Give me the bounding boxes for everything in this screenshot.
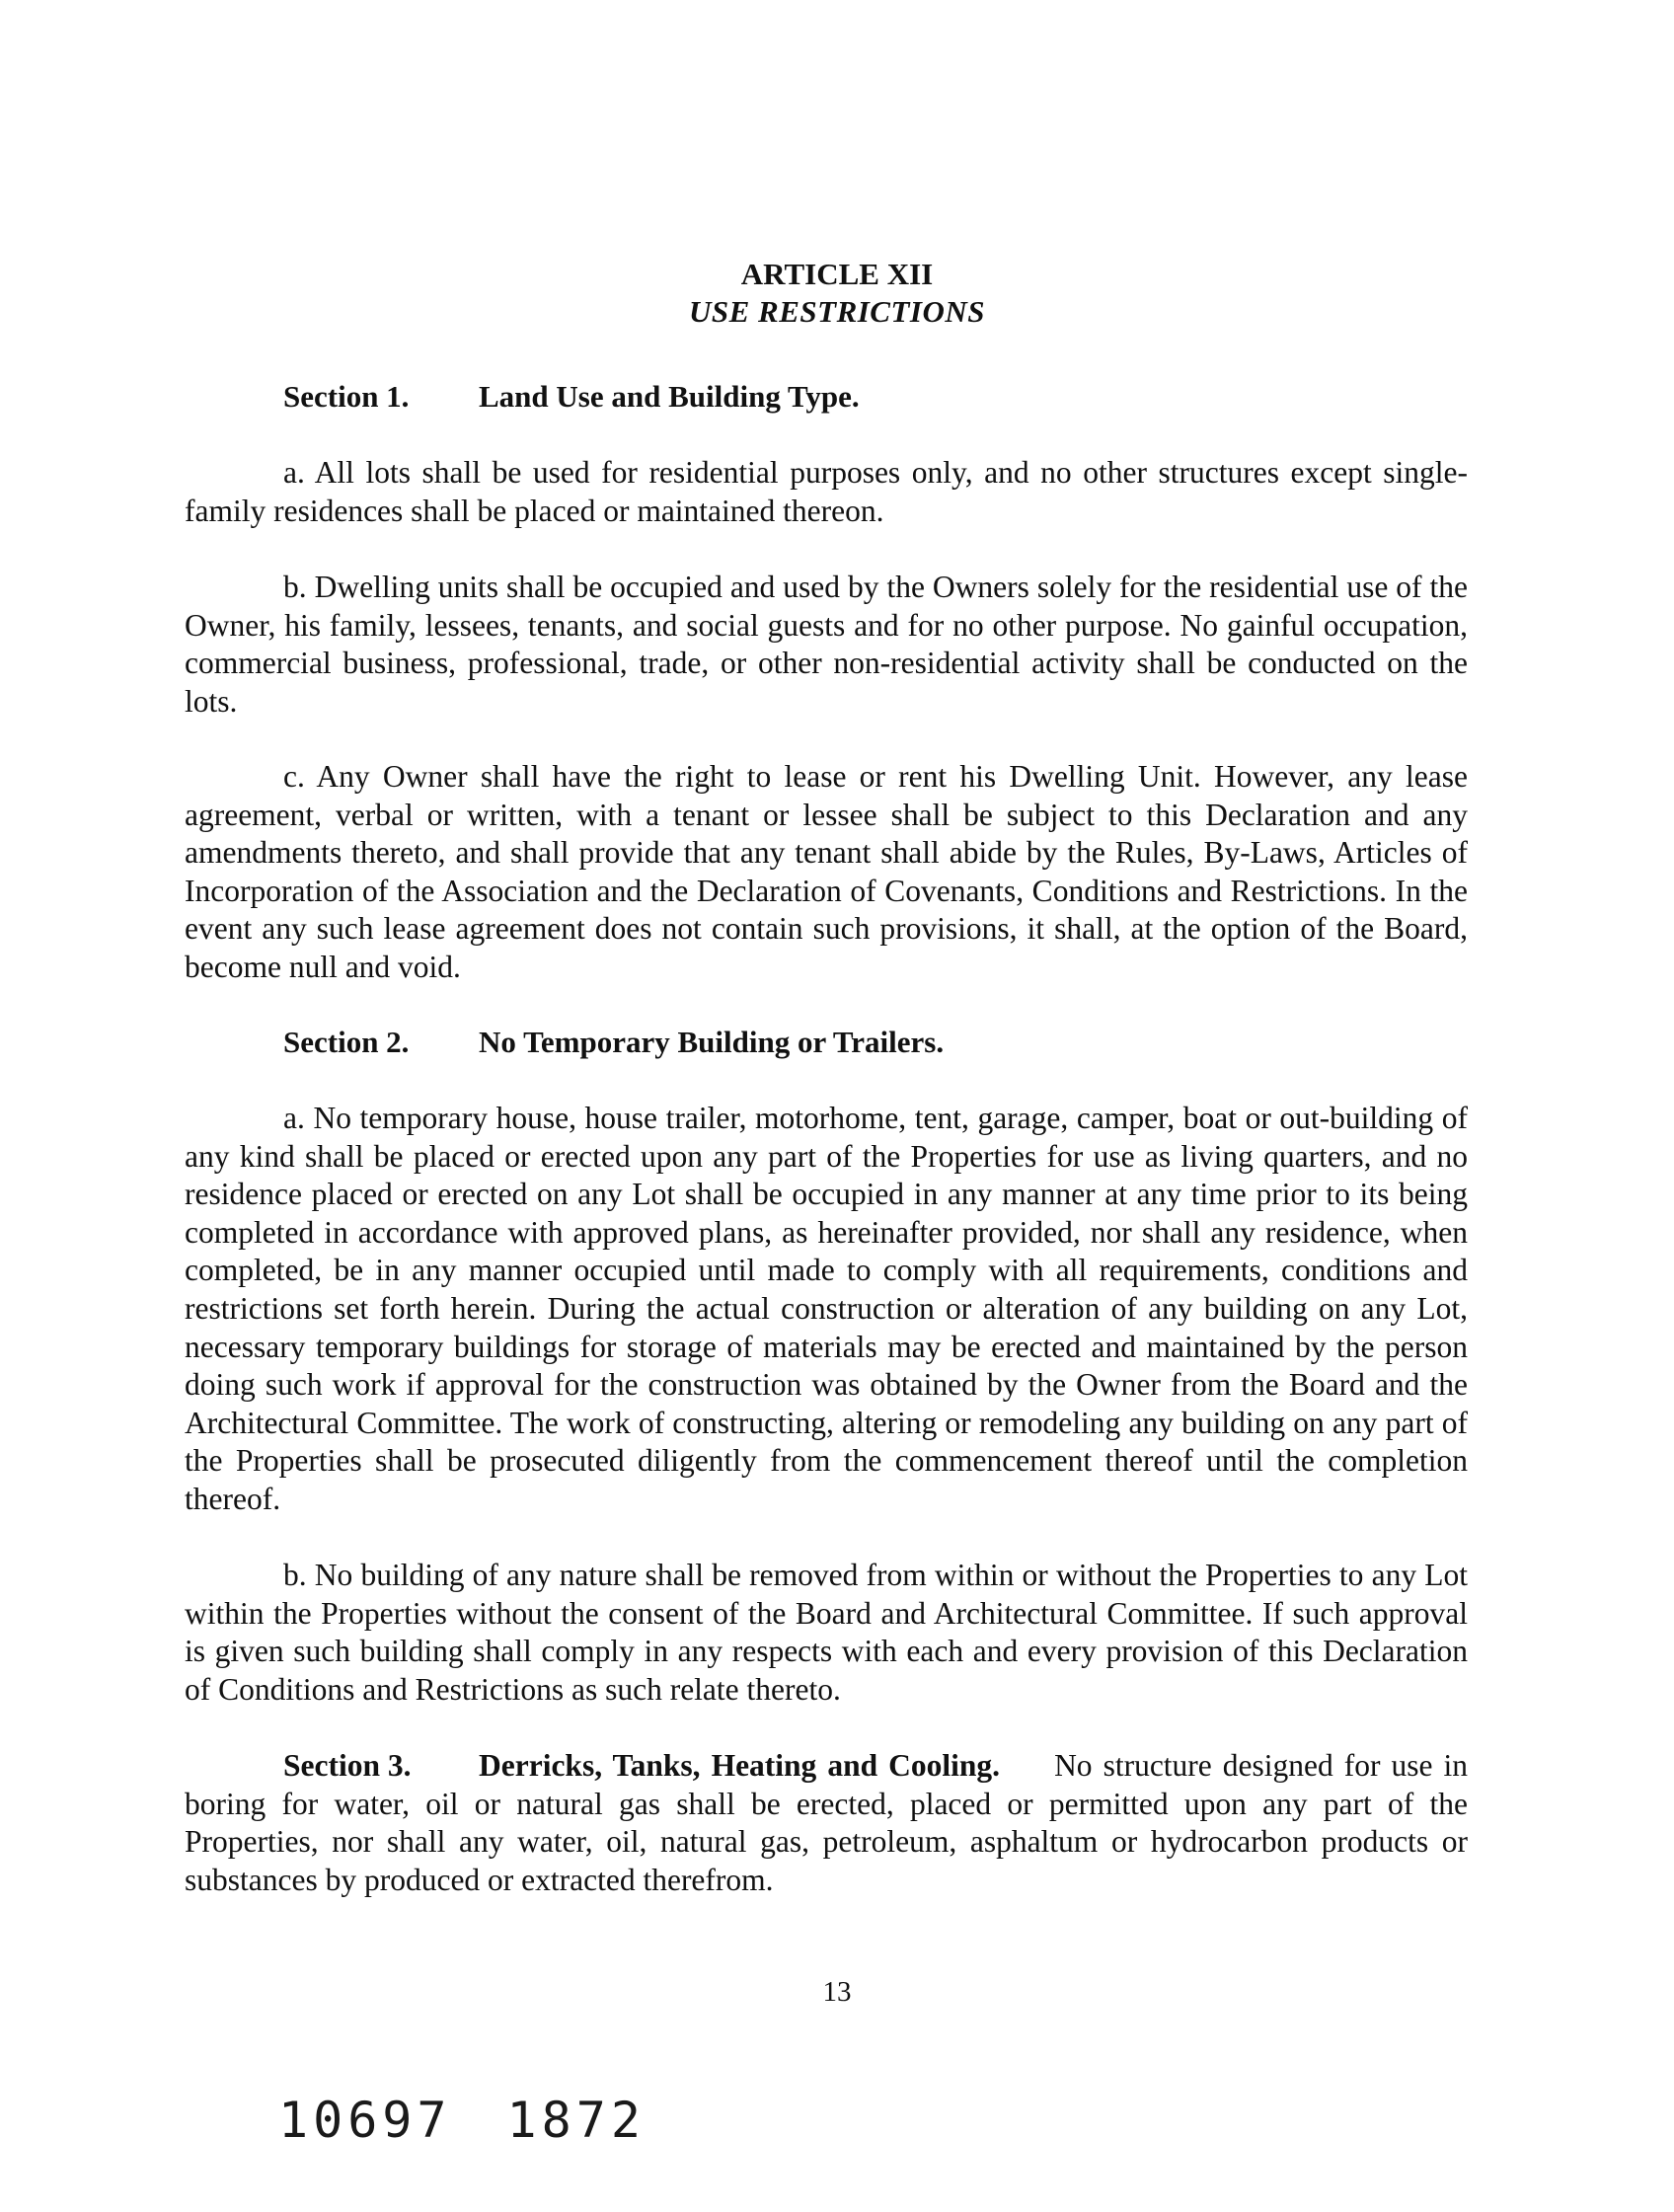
article-subtitle: USE RESTRICTIONS — [688, 294, 986, 329]
section-3-number: Section 3. — [283, 1748, 412, 1783]
section-2-title: No Temporary Building or Trailers. — [479, 1025, 945, 1059]
section-1-paragraph-c: c. Any Owner shall have the right to lease or rent his Dwelling Unit. However, any lease agreement, verbal or written, with a tenant or lessee shall be subject to this Declaration and any amendments thereto, and shall provide that any tenant shall abide by the Rules, By-Laws, Articles of Incorporation of the Association and the Declaration of Covenants, Conditions and Restrictions. In the event any such lease agreement does not contain such provisions, it shall, at the option of the Board, become null and void. — [185, 759, 1468, 984]
section-2-paragraph-b: b. No building of any nature shall be removed from within or without the Properties to any Lot within the Properties without the consent of the Board and Architectural Committee. If such approval is given such building shall comply in any respects with each and every provision of this Declaration of Conditions and Restrictions as such relate thereto. — [185, 1558, 1468, 1707]
article-title: ARTICLE XII — [740, 257, 934, 291]
page-number: 13 — [822, 1976, 852, 2008]
section-2-paragraph-a: a. No temporary house, house trailer, motorhome, tent, garage, camper, boat or out-building of any kind shall be placed or erected upon any part of the Properties for use as living quarters, and no residence placed or erected on any Lot shall be occupied in any manner at any time prior to its being completed in accordance with approved plans, as hereinafter provided, nor shall any residence, when completed, be in any manner occupied until made to comply with all requirements, conditions and restrictions set forth herein. During the actual construction or alteration of any building on any Lot, necessary temporary buildings for storage of materials may be erected and maintained by the person doing such work if approval for the construction was obtained by the Owner from the Board and the Architectural Committee. The work of constructing, altering or remodeling any building on any part of the Properties shall be prosecuted diligently from the commencement thereof until the completion thereof. — [185, 1101, 1468, 1516]
section-1-heading — [283, 378, 860, 416]
section-1-number: Section 1. — [283, 379, 410, 414]
stamp-page-number: 1872 — [506, 2092, 646, 2149]
stamp-book-number: 10697 — [278, 2092, 452, 2149]
section-2-heading — [283, 1024, 944, 1061]
section-3-body: No structure designed for use in boring for water, oil or natural gas shall be erected, placed or permitted upon any part of the Properties, nor shall any water, oil, natural gas, petroleum, asphaltum or hydrocarbon products or substances by produced or extracted therefrom. — [185, 1748, 1468, 1897]
recording-stamp — [278, 2091, 646, 2150]
section-3-heading — [283, 1748, 1000, 1783]
section-3-title: Derricks, Tanks, Heating and Cooling. — [479, 1748, 1001, 1783]
section-2-number: Section 2. — [283, 1025, 410, 1059]
section-1-paragraph-a: a. All lots shall be used for residential purposes only, and no other structures except single-family residences shall be placed or maintained thereon. — [185, 455, 1468, 528]
section-3-paragraph — [185, 1747, 1468, 1899]
section-1-title: Land Use and Building Type. — [479, 379, 860, 414]
section-1-paragraph-b: b. Dwelling units shall be occupied and used by the Owners solely for the residential use of the Owner, his family, lessees, tenants, and social guests and for no other purpose. No gainful occupation, commercial business, professional, trade, or other non-residential activity shall be conducted on the lots. — [185, 570, 1468, 719]
